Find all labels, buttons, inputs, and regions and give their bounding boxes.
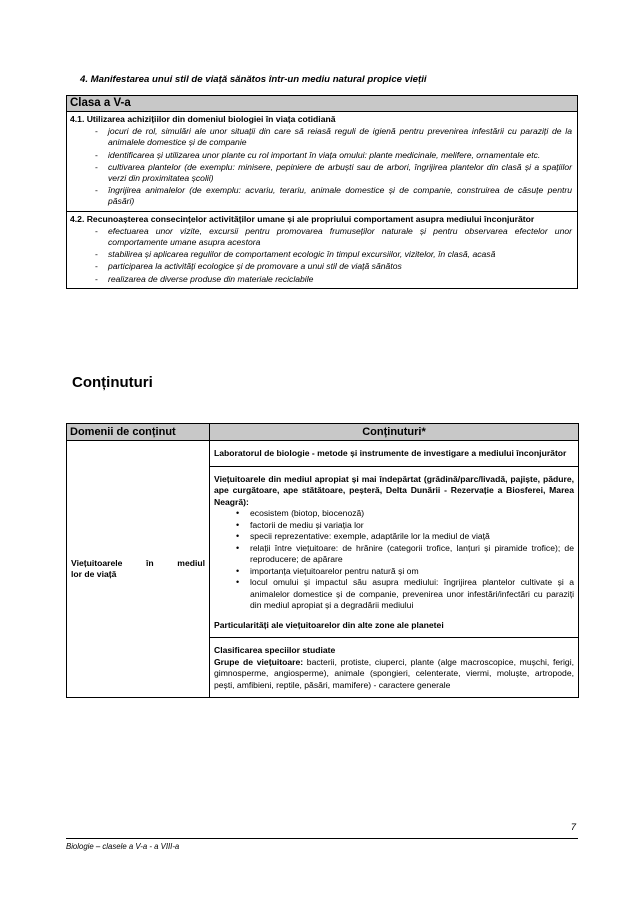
list-item: - îngrijirea animalelor (de exemplu: acvariu, terariu, animale domestice și de companie, construirea de căsuțe pentru păsări) (70, 185, 574, 207)
list-item: • locul omului și impactul său asupra mediului: îngrijirea plantelor cultivate și a animalelor domestice și de companie, prevenirea unor infestări/infectări cu paraziți din mediul apropiat și a degradării mediului (214, 577, 574, 612)
class-competences-box (66, 95, 578, 289)
list-item: - cultivarea plantelor (de exemplu: minisere, pepiniere de arbuști sau de arbori, îngrijirea plantelor din clasă și a spațiilor verzi din proximitatea școlii) (70, 162, 574, 184)
activity-list (70, 226, 574, 285)
list-item: - realizarea de diverse produse din materiale reciclabile (70, 274, 574, 285)
list-item: - stabilirea și aplicarea regulilor de comportament ecologic în timpul excursiilor, vizitelor, în clasă, acasă (70, 249, 574, 260)
content-block-classification (210, 637, 578, 697)
competence-title: 4.1. Utilizarea achizițiilor din domeniul biologiei în viața cotidiană (70, 114, 336, 124)
list-item: • specii reprezentative: exemple, adaptările lor la mediul de viață (214, 531, 574, 543)
footer-text: Biologie – clasele a V-a - a VIII-a (66, 842, 180, 851)
block-paragraph (214, 657, 574, 692)
list-item: - participarea la activități ecologice și de promovare a unui stil de viață sănătos (70, 261, 574, 272)
list-item: • importanța viețuitoarelor pentru natură și om (214, 566, 574, 578)
content-table (66, 423, 579, 698)
domain-text-line1: Viețuitoarele în mediul (71, 557, 205, 568)
domain-text-line2: lor de viață (71, 569, 117, 579)
competence-title: 4.2. Recunoașterea consecințelor activităților umane și ale propriului comportament asupra mediului înconjurător (70, 213, 535, 224)
header-domain: Domenii de conținut (67, 424, 210, 441)
list-item: • ecosistem (biotop, biocenoză) (214, 508, 574, 520)
list-item: - jocuri de rol, simulări ale unor situații din care să reiasă reguli de igienă pentru prevenirea infestării cu paraziți de la animalele domestice și de companie (70, 126, 574, 148)
section-heading: 4. Manifestarea unui stil de viață sănătos într-un mediu natural propice vieții (80, 74, 427, 85)
content-block-organisms (210, 466, 578, 638)
list-item: - efectuarea unor vizite, excursii pentru promovarea frumuseților naturale și pentru observarea efectelor unor comportamente umane asupra acestora (70, 226, 574, 248)
groups-text: bacterii, protiste, ciuperci, plante (alge macroscopice, mușchi, ferigi, gimnosperme, angiosperme), animale (spongieri, celenterate, viermi, moluște, artropode, pești, amfibieni, reptile, păsări, mamifere) - caractere generale (214, 656, 575, 690)
list-item: • relații între viețuitoare: de hrănire (categorii trofice, lanțuri și piramide trofice); de reproducere; de apărare (214, 543, 574, 566)
header-content: Conținuturi* (210, 424, 579, 441)
block-footer-line: Particularități ale viețuitoarelor din alte zone ale planetei (214, 619, 444, 630)
table-row (67, 441, 579, 698)
list-item: • factorii de mediu și variația lor (214, 520, 574, 532)
footer-divider (66, 838, 578, 839)
table-header-row (67, 424, 579, 441)
continuturi-heading: Conținuturi (72, 374, 153, 391)
page-number: 7 (570, 822, 576, 833)
list-item: - identificarea și utilizarea unor plante cu rol important în viața omului: plante medicinale, melifere, ornamentale etc. (70, 150, 574, 161)
competence-4-1 (67, 112, 577, 211)
competence-4-2 (67, 211, 577, 288)
activity-list (70, 126, 574, 207)
domain-cell (67, 441, 210, 698)
block-title: Clasificarea speciilor studiate (214, 645, 336, 655)
content-cell (210, 441, 579, 698)
groups-label: Grupe de viețuitoare: (214, 656, 304, 667)
content-block-laboratory: Laboratorul de biologie - metode și instrumente de investigare a mediului înconjurător (214, 448, 567, 458)
bullet-list (214, 508, 574, 612)
block-title: Viețuitoarele din mediul apropiat și mai îndepărtat (grădină/parc/livadă, pajiște, pădure, ape curgătoare, ape stătătoare, peșteră, Delta Dunării - Rezervație a Biosferei, Marea Neagră): (214, 473, 574, 507)
class-label: Clasa a V-a (67, 96, 577, 112)
